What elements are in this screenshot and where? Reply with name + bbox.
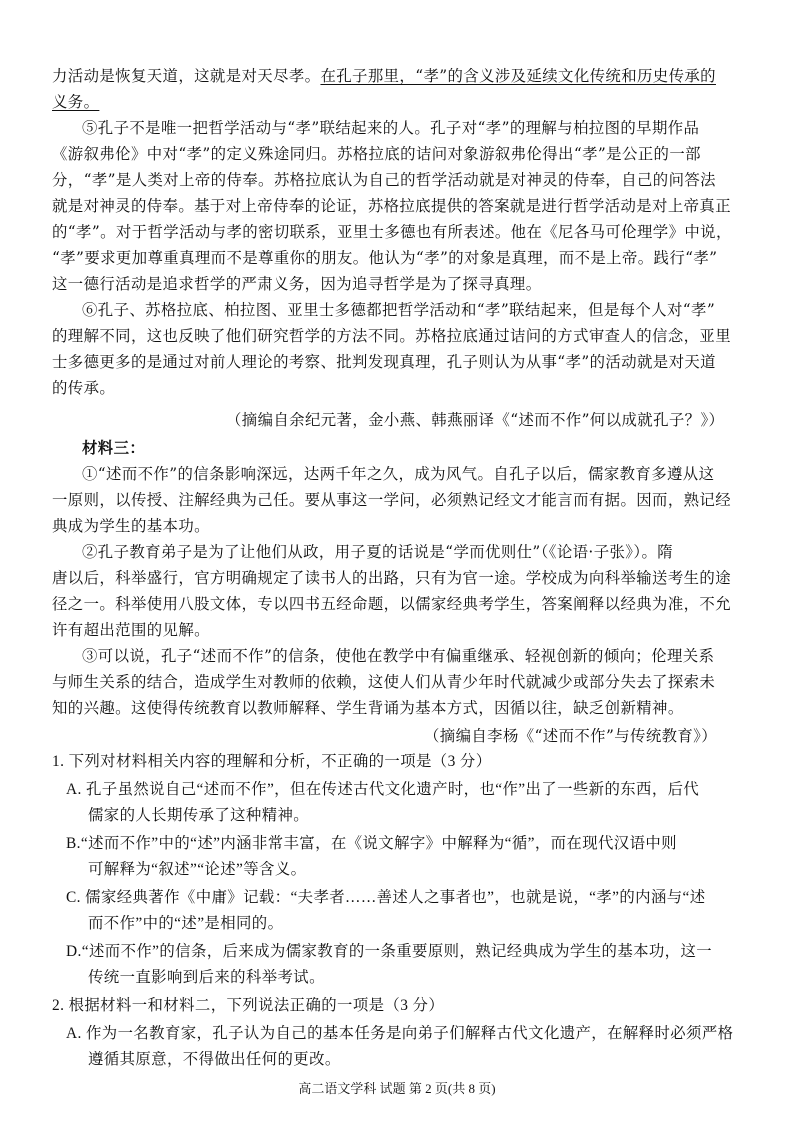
section-heading: 材料三： bbox=[82, 439, 146, 457]
paragraph-line: ⑤孔子不是唯一把哲学活动与“孝”联结起来的人。孔子对“孝”的理解与柏拉图的早期作品 bbox=[82, 119, 700, 137]
option-a: A. 孔子虽然说自己“述而不作”，但在传述古代文化遗产时，也“作”出了一些新的东西，后代 bbox=[66, 781, 700, 798]
text-segment: 力活动是恢复天道，这就是对天尽孝。 bbox=[52, 67, 321, 85]
paragraph-line: 的传承。 bbox=[52, 379, 116, 397]
paragraph-line: 这一德行活动是追求哲学的严肃义务，因为追寻哲学是为了探寻真理。 bbox=[52, 275, 542, 293]
underlined-text: 义务。 bbox=[52, 93, 100, 111]
paragraph-line: 分，“孝”是人类对上帝的侍奉。苏格拉底认为自己的哲学活动就是对神灵的侍奉，自己的问答法 bbox=[52, 171, 716, 189]
option-a-cont: 儒家的人长期传承了这种精神。 bbox=[88, 807, 310, 824]
paragraph-line: 许有超出范围的见解。 bbox=[52, 621, 210, 639]
paragraph-line: ①“述而不作”的信条影响深远，达两千年之久，成为风气。自孔子以后，儒家教育多遵从这 bbox=[82, 465, 715, 483]
option-c-cont: 而不作”中的“述”是相同的。 bbox=[88, 915, 284, 932]
paragraph-line: 与师生关系的结合，造成学生对教师的依赖，这使人们从青少年时代就减少或部分失去了探索未 bbox=[52, 673, 716, 691]
option-d: D.“述而不作”的信条，后来成为儒家教育的一条重要原则，熟记经典成为学生的基本功，这一 bbox=[66, 943, 713, 960]
option-d-cont: 传统一直影响到后来的科举考试。 bbox=[88, 969, 325, 986]
paragraph-line: 士多德更多的是通过对前人理论的考察、批判发现真理，孔子则认为从事“孝”的活动就是对天道 bbox=[52, 353, 716, 371]
question-stem: 1. 下列对材料相关内容的理解和分析，不正确的一项是（3 分） bbox=[52, 753, 492, 770]
underlined-text: 在孔子那里，“孝”的含义涉及延续文化传统和历史传承的 bbox=[320, 67, 716, 85]
paragraph-line: “孝”要求更加尊重真理而不是尊重你的朋友。他认为“孝”的对象是真理，而不是上帝。践行“孝” bbox=[52, 249, 718, 267]
option-c: C. 儒家经典著作《中庸》记载：“夫孝者……善述人之事者也”，也就是说，“孝”的内涵与“述 bbox=[66, 889, 706, 906]
option-a: A. 作为一名教育家，孔子认为自己的基本任务是向弟子们解释古代文化遗产，在解释时必须严格 bbox=[66, 1025, 734, 1042]
paragraph-line: 《游叙弗伦》中对“孝”的定义殊途同归。苏格拉底的诘问对象游叙弗伦得出“孝”是公正的一部 bbox=[52, 145, 701, 163]
paragraph-line: 一原则，以传授、注解经典为己任。要从事这一学问，必须熟记经文才能言而有据。因而，熟记经 bbox=[52, 491, 731, 509]
paragraph-line: ⑥孔子、苏格拉底、柏拉图、亚里士多德都把哲学活动和“孝”联结起来，但是每个人对“孝” bbox=[82, 301, 716, 319]
paragraph-line: 的理解不同，这也反映了他们研究哲学的方法不同。苏格拉底通过诘问的方式审查人的信念，亚里 bbox=[52, 327, 731, 345]
paragraph-line: 知的兴趣。这使得传统教育以教师解释、学生背诵为基本方式，因循以往，缺乏创新精神。 bbox=[52, 699, 684, 717]
option-b-cont: 可解释为“叙述”“论述”等含义。 bbox=[88, 861, 307, 878]
paragraph-line: ②孔子教育弟子是为了让他们从政，用子夏的话说是“学而优则仕”（《论语·子张》）。隋 bbox=[82, 543, 674, 561]
page-footer: 高二语文学科 试题 第 2 页(共 8 页) bbox=[298, 1081, 496, 1096]
paragraph-line: 径之一。科举使用八股文体，专以四书五经命题，以儒家经典考学生，答案阐释以经典为准，不允 bbox=[52, 595, 731, 613]
paragraph-line: 就是对神灵的侍奉。基于对上帝侍奉的论证，苏格拉底提供的答案就是进行哲学活动是对上帝真正 bbox=[52, 197, 731, 215]
paragraph-line: ③可以说，孔子“述而不作”的信条，使他在教学中有偏重继承、轻视创新的倾向；伦理关系 bbox=[82, 647, 715, 665]
question-stem: 2. 根据材料一和材料二，下列说法正确的一项是（3 分） bbox=[52, 997, 445, 1014]
paragraph-line: 的“孝”。对于哲学活动与孝的密切联系，亚里士多德也有所表述。他在《尼各马可伦理学》中说， bbox=[52, 223, 732, 241]
source-citation: （摘编自李杨《“述而不作”与传统教育》） bbox=[424, 727, 718, 745]
option-a-cont: 遵循其原意，不得做出任何的更改。 bbox=[88, 1051, 341, 1068]
paragraph-line: 唐以后，科举盛行，官方明确规定了读书人的出路，只有为官一途。学校成为向科举输送考生的途 bbox=[52, 569, 731, 587]
option-b: B.“述而不作”中的“述”内涵非常丰富，在《说文解字》中解释为“循”，而在现代汉语中则 bbox=[66, 835, 677, 852]
source-citation: （摘编自余纪元著，金小燕、韩燕丽译《“述而不作”何以成就孔子？》） bbox=[226, 411, 725, 429]
paragraph-line: 典成为学生的基本功。 bbox=[52, 517, 210, 535]
paragraph-line bbox=[52, 66, 716, 86]
